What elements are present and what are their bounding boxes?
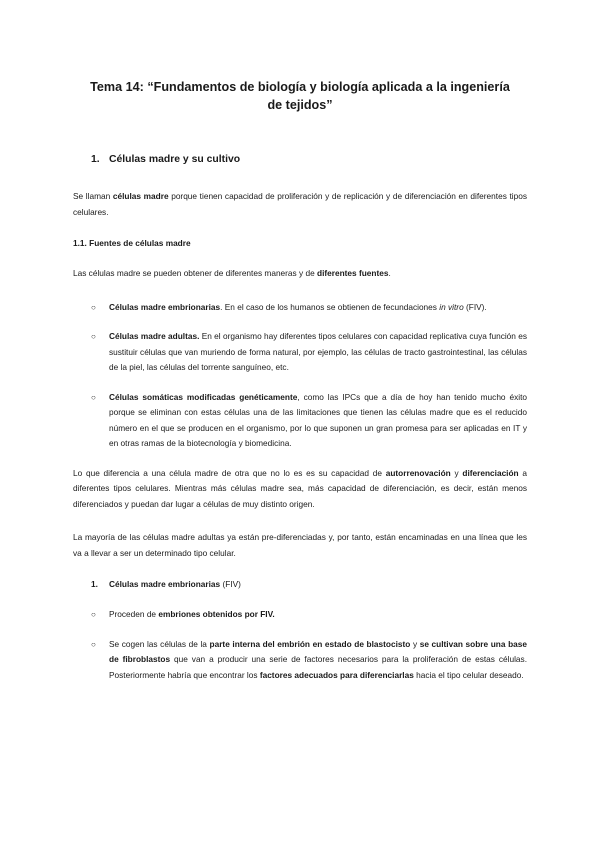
numbered-heading	[91, 579, 527, 589]
adult-cells-paragraph: La mayoría de las células madre adultas ya están pre-diferenciadas y, por tanto, están encaminadas en una línea que les va a llevar a ser un determinado tipo celular.	[73, 532, 527, 558]
bold-term: células madre	[112, 191, 169, 201]
text-run: y	[410, 638, 420, 649]
bold-term: Células madre adultas.	[109, 331, 200, 341]
list-item	[73, 637, 527, 684]
text-run: Las células madre se pueden obtener de diferentes maneras y de	[73, 268, 317, 278]
bold-term: embriones obtenidos por FIV.	[158, 609, 275, 619]
text-run: En el organismo hay diferentes tipos celulares con capacidad replicativa cuya función es sustituir células que van muriendo de forma natural, por ejemplo, las células de tracto gastrointestinal, las células de la piel, las células del torrente sanguíneo, etc.	[109, 331, 527, 372]
list-item	[73, 329, 527, 376]
list-item	[73, 300, 527, 316]
bold-term: factores adecuados para diferenciarlas	[259, 669, 414, 680]
subsection-heading: 1.1. Fuentes de células madre	[73, 238, 191, 248]
page-title: Tema 14: “Fundamentos de biología y biología aplicada a la ingeniería de tejidos”	[90, 80, 510, 112]
section-heading	[91, 154, 527, 165]
bold-term: parte interna del embrión en estado de blastocisto	[209, 638, 411, 649]
italic-term: in vitro	[439, 301, 464, 312]
bold-term: diferentes fuentes	[317, 268, 389, 278]
text-run: Proceden de	[109, 609, 159, 619]
text-run: porque tienen capacidad de proliferación y de replicación y de diferenciación en diferentes tipos celulares.	[73, 191, 528, 217]
bold-term: diferenciación	[462, 467, 519, 478]
circle-bullet-icon: ○	[91, 302, 96, 312]
text-run: . En el caso de los humanos se obtienen de fecundaciones	[220, 301, 440, 312]
list-item	[73, 607, 527, 623]
bold-term: autorrenovación	[385, 467, 451, 478]
circle-bullet-icon: ○	[91, 639, 96, 649]
list-item	[73, 390, 527, 452]
text-run: y	[450, 467, 463, 478]
text-run: , como las IPCs que a día de hoy han tenido mucho éxito porque se eliminan con estas células una de las limitaciones que tienen las células madre que es el reducido número en el que se producen en el organismo, por lo que suponen un gran promesa para ser aplicadas en IT y en otras ramas de la biotecnología y biomedicina.	[109, 391, 527, 448]
section-number: 1.	[91, 154, 100, 165]
sources-paragraph	[73, 266, 527, 282]
text-run: (FIV)	[220, 579, 241, 589]
text-run: Lo que diferencia a una célula madre de otra que no lo es es su capacidad de	[73, 467, 386, 478]
text-run: que van a producir una serie de factores necesarios para la proliferación de estas células. Posteriormente habría que encontrar los	[109, 654, 527, 680]
text-run: Se cogen las células de la	[109, 638, 210, 649]
bold-term: Células madre embrionarias	[109, 579, 221, 589]
text-run: a diferentes tipos celulares. Mientras más células madre sea, más capacidad de diferenciación, es decir, están menos diferenciados y puedan dar lugar a células de muy distinto origen.	[73, 467, 527, 509]
circle-bullet-icon: ○	[91, 392, 96, 402]
text-run: (FIV).	[463, 301, 487, 312]
intro-paragraph	[73, 189, 527, 220]
circle-bullet-icon: ○	[91, 610, 96, 619]
text-run: Se llaman	[73, 191, 113, 201]
bold-term: Células madre embrionarias	[109, 301, 221, 312]
list-number: 1.	[91, 579, 98, 589]
text-run: hacia el tipo celular deseado.	[413, 669, 524, 680]
section-title: Células madre y su cultivo	[109, 154, 241, 165]
sources-list	[73, 300, 527, 452]
differentiation-paragraph	[73, 466, 527, 513]
circle-bullet-icon: ○	[91, 332, 96, 341]
text-run: .	[388, 268, 391, 278]
bold-term: se cultivan sobre una base de fibroblastos	[109, 638, 527, 664]
embryonic-list	[73, 607, 527, 683]
bold-term: Células somáticas modificadas genéticamente	[109, 391, 298, 402]
